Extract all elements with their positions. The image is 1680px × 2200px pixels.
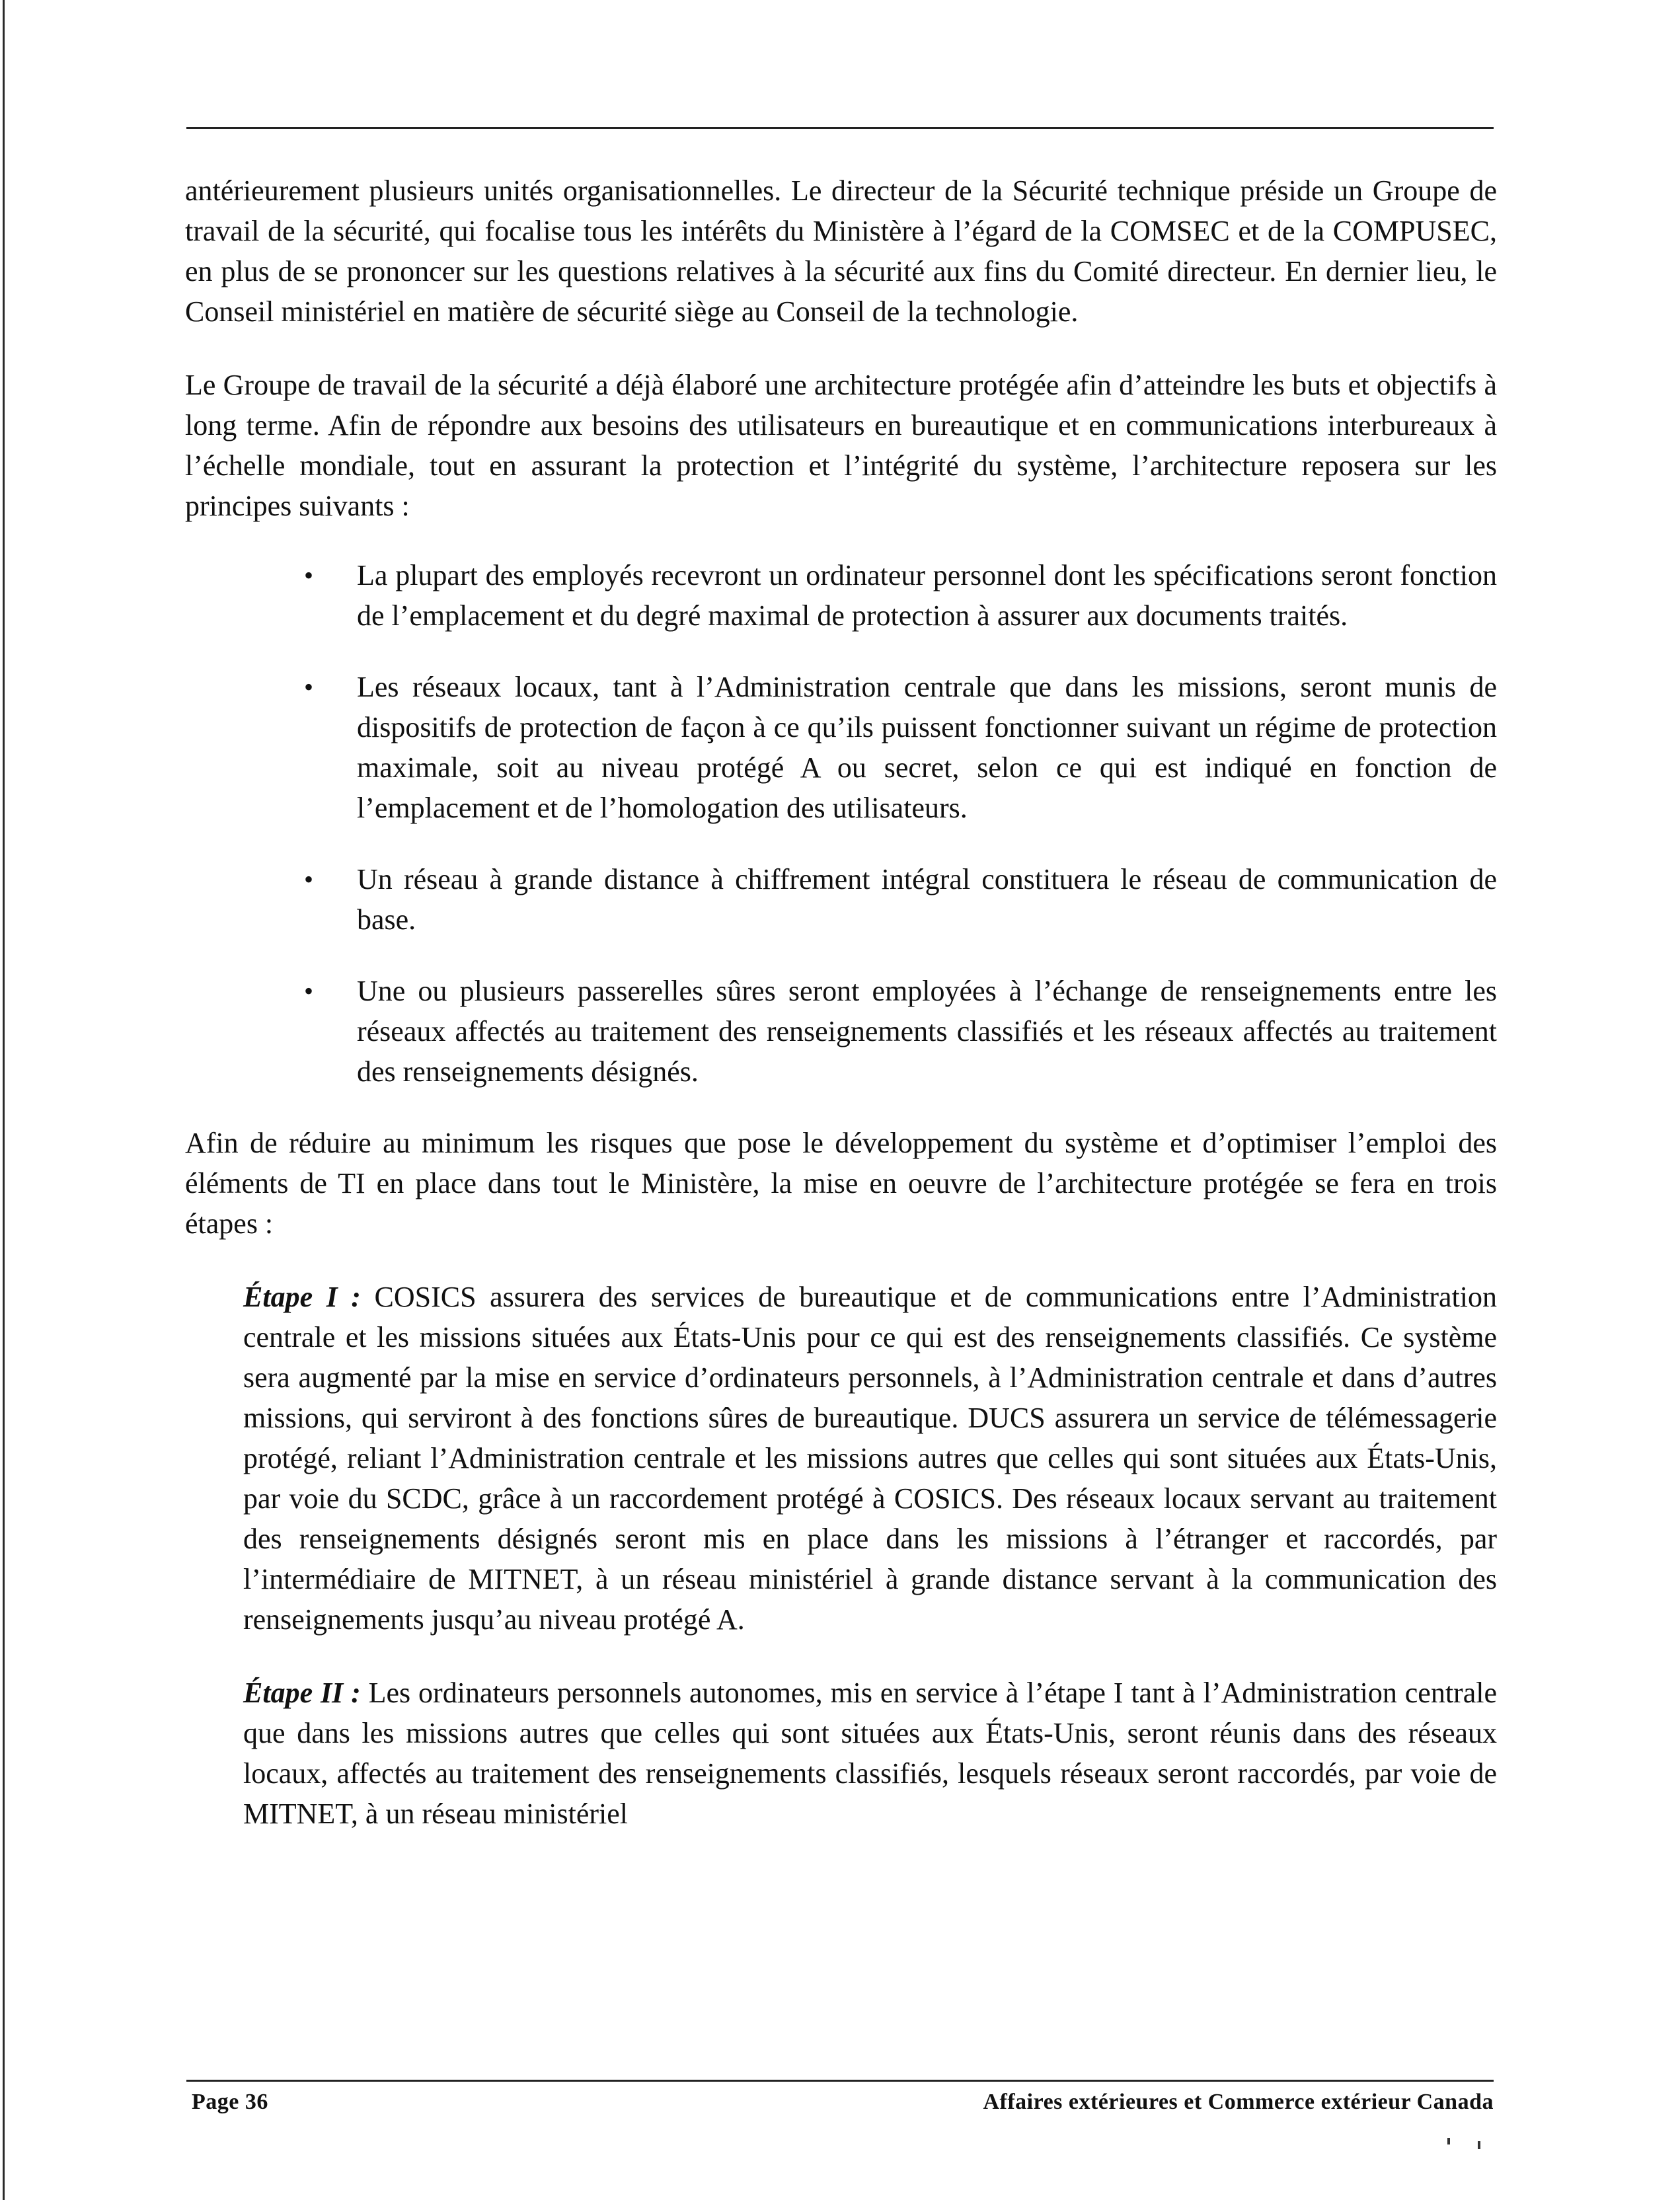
scan-left-edge [3,0,5,2200]
footer-rule [186,2080,1494,2082]
bullet-icon: • [304,864,314,894]
header-rule [186,127,1494,129]
stage-2-text: Les ordinateurs personnels autonomes, mis en service à l’étape I tant à l’Administration centrale que dans les missions autres que celles qui sont situées aux États-Unis, seront réunis dans des réseaux locaux, affectés au traitement des renseignements classifiés, lesquels réseaux seront raccordés, par voie de MITNET, à un réseau ministériel [243,1677,1497,1830]
page-number: Page 36 [192,2090,268,2114]
principles-list [185,555,1497,1092]
list-item [304,971,1497,1092]
scan-speck [1478,2141,1480,2149]
stage-1-label: Étape I : [243,1281,361,1313]
list-item-text: Les réseaux locaux, tant à l’Administration centrale que dans les missions, seront munis de dispositifs de protection de façon à ce qu’ils puissent fonctionner suivant un régime de protection maximale, soit au niveau protégé A ou secret, selon ce qui est indiqué en fonction de l’emplacement et de l’homologation des utilisateurs. [357,671,1497,824]
body-text [185,171,1497,1834]
list-item-text: Une ou plusieurs passerelles sûres seront employées à l’échange de renseignements entre les réseaux affectés au traitement des renseignements classifiés et les réseaux affectés au traitement des renseignements désignés. [357,975,1497,1088]
list-item-text: Un réseau à grande distance à chiffrement intégral constituera le réseau de communication de base. [357,863,1497,936]
list-item [304,667,1497,828]
stage-2-label: Étape II : [243,1677,361,1709]
stage-2 [185,1673,1497,1834]
bullet-icon: • [304,976,314,1006]
scan-speck [1447,2138,1450,2144]
bullet-icon: • [304,672,314,702]
stage-1-text: COSICS assurera des services de bureautique et de communications entre l’Administration centrale et les missions situées aux États-Unis pour ce qui est des renseignements classifiés. Ce système sera augmenté par la mise en service d’ordinateurs personnels, à l’Administration centrale et dans d’autres missions, qui serviront à des fonctions sûres de bureautique. DUCS assurera un service de télémessagerie protégé, reliant l’Administration centrale et les missions autres que celles qui sont situées aux États-Unis, par voie du SCDC, grâce à un raccordement protégé à COSICS. Des réseaux locaux servant au traitement des renseignements désignés seront mis en place dans les missions à l’étranger et raccordés, par l’intermédiaire de MITNET, à un réseau ministériel à grande distance servant à la communication des renseignements jusqu’au niveau protégé A. [243,1281,1497,1636]
bullet-icon: • [304,560,314,590]
paragraph-1: antérieurement plusieurs unités organisationnelles. Le directeur de la Sécurité technique préside un Groupe de travail de la sécurité, qui focalise tous les intérêts du Ministère à l’égard de la COMSEC et de la COMPUSEC, en plus de se prononcer sur les questions relatives à la sécurité aux fins du Comité directeur. En dernier lieu, le Conseil ministériel en matière de sécurité siège au Conseil de la technologie. [185,174,1497,328]
list-item [304,555,1497,636]
list-item-text: La plupart des employés recevront un ordinateur personnel dont les spécifications seront fonction de l’emplacement et du degré maximal de protection à assurer aux documents traités. [357,559,1497,632]
list-item [304,859,1497,940]
paragraph-2: Le Groupe de travail de la sécurité a déjà élaboré une architecture protégée afin d’atteindre les buts et objectifs à long terme. Afin de répondre aux besoins des utilisateurs en bureautique et en communications interbureaux à l’échelle mondiale, tout en assurant la protection et l’intégrité du système, l’architecture reposera sur les principes suivants : [185,369,1497,522]
stage-1 [185,1277,1497,1640]
footer-department: Affaires extérieures et Commerce extérieur Canada [983,2090,1494,2114]
paragraph-3: Afin de réduire au minimum les risques que pose le développement du système et d’optimiser l’emploi des éléments de TI en place dans tout le Ministère, la mise en oeuvre de l’architecture protégée se fera en trois étapes : [185,1127,1497,1240]
